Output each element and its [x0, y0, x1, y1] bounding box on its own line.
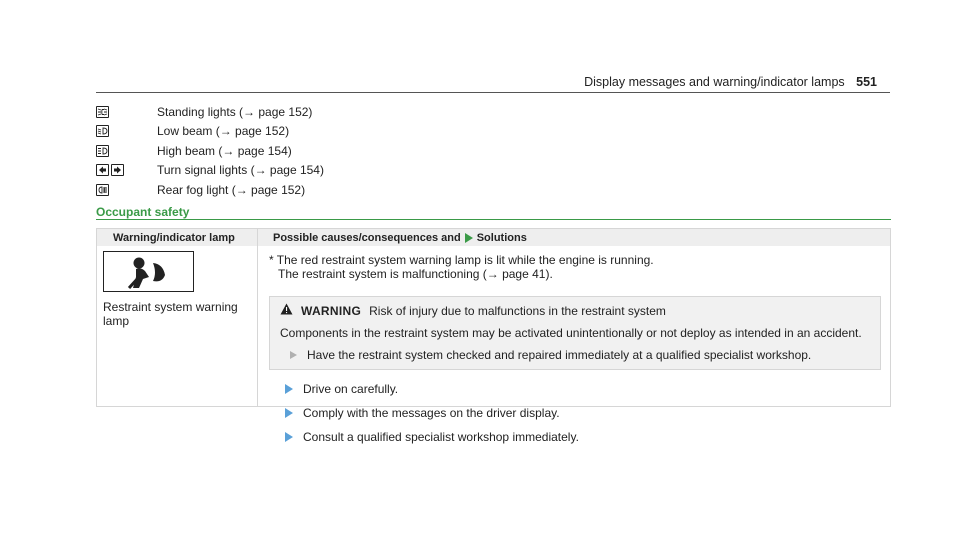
step-text: Comply with the messages on the driver display.	[303, 406, 560, 420]
step-text: Consult a qualified specialist workshop immediately.	[303, 430, 579, 444]
warning-triangle-icon	[280, 303, 293, 318]
action-arrow-icon	[290, 351, 297, 359]
lamp-row-low-beam	[96, 122, 324, 142]
lamp-row-standing-lights	[96, 102, 324, 122]
lamp-label: Turn signal lights (→ page 154)	[157, 163, 324, 178]
lamp-row-rear-fog	[96, 180, 324, 200]
rear-fog-light-icon	[96, 184, 109, 196]
section-title: Occupant safety	[96, 205, 190, 219]
warning-action	[280, 348, 870, 362]
list-item	[285, 382, 881, 396]
high-beam-icon	[96, 145, 109, 157]
lamp-cell	[103, 251, 253, 328]
header-title: Display messages and warning/indicator lamps	[584, 75, 845, 89]
cause-line-2: The restraint system is malfunctioning (→ page 41).	[278, 267, 553, 281]
low-beam-icon	[96, 125, 109, 137]
column-divider	[257, 229, 258, 406]
step-arrow-icon	[285, 408, 293, 418]
step-arrow-icon	[285, 432, 293, 442]
step-text: Drive on carefully.	[303, 382, 399, 396]
lamp-row-turn-signal	[96, 161, 324, 181]
page-number: 551	[856, 75, 877, 89]
standing-lights-icon	[96, 106, 109, 118]
causes-cell	[269, 253, 881, 454]
turn-left-icon	[96, 164, 109, 176]
step-arrow-icon	[285, 384, 293, 394]
col2-header-prefix: Possible causes/consequences and	[273, 231, 461, 244]
lamp-label: Rear fog light (→ page 152)	[157, 182, 306, 197]
restraint-system-warning-lamp-icon	[103, 251, 194, 292]
header-rule	[96, 92, 890, 93]
cause-line-1: * The red restraint system warning lamp is lit while the engine is running.	[269, 253, 654, 267]
warning-box	[269, 296, 881, 370]
col1-header: Warning/indicator lamp	[113, 231, 235, 244]
col2-header	[257, 232, 527, 244]
lamp-row-high-beam	[96, 141, 324, 161]
section-rule	[96, 219, 891, 220]
col2-header-suffix: Solutions	[476, 231, 527, 244]
warning-text: Components in the restraint system may be activated unintentionally or not deploy as intended in an accident.	[280, 326, 862, 340]
warning-header	[280, 303, 870, 318]
table-header	[97, 229, 890, 246]
solution-steps	[269, 382, 881, 444]
lamp-label: Restraint system warning lamp	[103, 300, 238, 328]
list-item	[285, 430, 881, 444]
warning-action-text: Have the restraint system checked and repaired immediately at a qualified specialist workshop.	[307, 348, 812, 362]
occupant-safety-table	[96, 228, 891, 444]
lamp-list	[96, 102, 324, 200]
lamp-label: Low beam (→ page 152)	[157, 124, 290, 139]
warning-label: WARNING	[301, 303, 362, 318]
warning-summary: Risk of injury due to malfunctions in the restraint system	[369, 303, 666, 318]
lamp-label: High beam (→ page 154)	[157, 143, 292, 158]
turn-right-icon	[111, 164, 124, 176]
list-item	[285, 406, 881, 420]
solutions-arrow-icon	[465, 233, 473, 243]
page-header	[584, 75, 877, 89]
lamp-label: Standing lights (→ page 152)	[157, 104, 313, 119]
